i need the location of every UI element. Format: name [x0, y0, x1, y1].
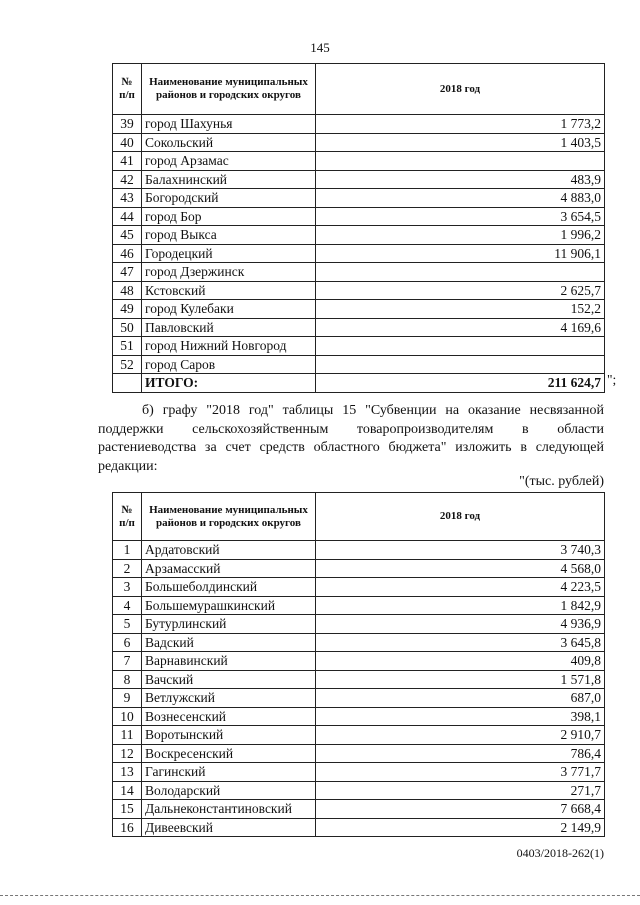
row-number: 12: [113, 744, 142, 763]
amount-2018: 786,4: [316, 744, 605, 763]
table-row: [113, 763, 605, 782]
total-number-cell: [113, 374, 142, 393]
amount-2018: 11 906,1: [316, 244, 605, 263]
unit-note: "(тыс. рублей): [519, 474, 604, 489]
amendment-paragraph: [98, 402, 604, 476]
amount-2018: 4 936,9: [316, 615, 605, 634]
row-number: 5: [113, 615, 142, 634]
row-number: 43: [113, 189, 142, 208]
municipality-name: Воротынский: [142, 726, 316, 745]
amount-2018: 1 996,2: [316, 226, 605, 245]
amount-2018: [316, 337, 605, 356]
amount-2018: 1 842,9: [316, 596, 605, 615]
municipality-name: Дивеевский: [142, 818, 316, 837]
row-number: 2: [113, 559, 142, 578]
row-number: 9: [113, 689, 142, 708]
municipality-name: город Нижний Новгород: [142, 337, 316, 356]
table-row: [113, 596, 605, 615]
subsidy-table-15: [112, 492, 605, 837]
municipality-name: Воскресенский: [142, 744, 316, 763]
table-row: [113, 152, 605, 171]
amount-2018: 483,9: [316, 170, 605, 189]
municipality-name: Балахнинский: [142, 170, 316, 189]
row-number: 11: [113, 726, 142, 745]
table-row: [113, 670, 605, 689]
municipality-name: город Кулебаки: [142, 300, 316, 319]
municipality-name: Ардатовский: [142, 541, 316, 560]
amount-2018: 271,7: [316, 781, 605, 800]
table-row: [113, 633, 605, 652]
row-number: 44: [113, 207, 142, 226]
municipality-name: Вачский: [142, 670, 316, 689]
table-row: [113, 818, 605, 837]
total-row: [113, 374, 605, 393]
municipality-name: Кстовский: [142, 281, 316, 300]
table-row: [113, 689, 605, 708]
row-number: 51: [113, 337, 142, 356]
amount-2018: 3 771,7: [316, 763, 605, 782]
row-number: 8: [113, 670, 142, 689]
page-number: 145: [310, 40, 330, 55]
row-number: 41: [113, 152, 142, 171]
table-row: [113, 244, 605, 263]
table-row: [113, 707, 605, 726]
row-number: 39: [113, 115, 142, 134]
amount-2018: 1 403,5: [316, 133, 605, 152]
row-number: 45: [113, 226, 142, 245]
amount-2018: 409,8: [316, 652, 605, 671]
amount-2018: 4 169,6: [316, 318, 605, 337]
table-row: [113, 559, 605, 578]
municipality-name: город Бор: [142, 207, 316, 226]
table-row: [113, 207, 605, 226]
table-header-row: [113, 493, 605, 541]
municipality-name: Бутурлинский: [142, 615, 316, 634]
municipality-name: Большеболдинский: [142, 578, 316, 597]
table-row: [113, 652, 605, 671]
municipality-name: город Саров: [142, 355, 316, 374]
amount-2018: 2 625,7: [316, 281, 605, 300]
document-code: 0403/2018-262(1): [516, 846, 604, 860]
municipality-name: Варнавинский: [142, 652, 316, 671]
municipality-name: Ветлужский: [142, 689, 316, 708]
municipality-name: Дальнеконстантиновский: [142, 800, 316, 819]
row-number: 4: [113, 596, 142, 615]
amount-2018: 4 568,0: [316, 559, 605, 578]
table-row: [113, 744, 605, 763]
amount-2018: 1 571,8: [316, 670, 605, 689]
table-row: [113, 615, 605, 634]
row-number: 50: [113, 318, 142, 337]
table-row: [113, 800, 605, 819]
table-row: [113, 726, 605, 745]
municipality-name: Гагинский: [142, 763, 316, 782]
municipality-name: Володарский: [142, 781, 316, 800]
total-label: ИТОГО:: [142, 374, 316, 393]
amount-2018: 3 740,3: [316, 541, 605, 560]
municipality-name: Большемурашкинский: [142, 596, 316, 615]
header-municipality-name: Наименование муниципальных районов и городских округов: [142, 64, 316, 115]
amount-2018: 3 645,8: [316, 633, 605, 652]
table-row: [113, 355, 605, 374]
total-amount: 211 624,7: [316, 374, 605, 393]
municipality-name: Богородский: [142, 189, 316, 208]
table-row: [113, 281, 605, 300]
municipality-name: Вознесенский: [142, 707, 316, 726]
municipality-name: город Шахунья: [142, 115, 316, 134]
amount-2018: 398,1: [316, 707, 605, 726]
table-row: [113, 337, 605, 356]
amendment-text: б) графу "2018 год" таблицы 15 "Субвенции на оказание несвязанной поддержки сельскохозяйственным товаропроизводителям в области растениеводства за счет средств областного бюджета" изложить в следующей редакции:: [98, 403, 604, 474]
municipality-name: Вадский: [142, 633, 316, 652]
municipality-name: Сокольский: [142, 133, 316, 152]
municipality-name: Арзамасский: [142, 559, 316, 578]
amount-2018: 3 654,5: [316, 207, 605, 226]
amount-2018: 1 773,2: [316, 115, 605, 134]
amount-2018: 2 149,9: [316, 818, 605, 837]
row-number: 46: [113, 244, 142, 263]
table-row: [113, 300, 605, 319]
table-row: [113, 578, 605, 597]
closing-quote-mark: ";: [607, 372, 617, 387]
table-header-row: [113, 64, 605, 115]
municipality-name: Павловский: [142, 318, 316, 337]
row-number: 47: [113, 263, 142, 282]
amount-2018: 4 883,0: [316, 189, 605, 208]
table-row: [113, 189, 605, 208]
table-row: [113, 170, 605, 189]
header-number: № п/п: [113, 493, 142, 541]
municipality-name: город Выкса: [142, 226, 316, 245]
table-row: [113, 133, 605, 152]
row-number: 14: [113, 781, 142, 800]
footer-rule: [0, 895, 640, 896]
header-number: № п/п: [113, 64, 142, 115]
municipality-name: город Арзамас: [142, 152, 316, 171]
row-number: 49: [113, 300, 142, 319]
table-row: [113, 541, 605, 560]
table-row: [113, 263, 605, 282]
municipality-name: город Дзержинск: [142, 263, 316, 282]
row-number: 42: [113, 170, 142, 189]
amount-2018: 4 223,5: [316, 578, 605, 597]
row-number: 13: [113, 763, 142, 782]
row-number: 52: [113, 355, 142, 374]
table-row: [113, 115, 605, 134]
row-number: 40: [113, 133, 142, 152]
row-number: 1: [113, 541, 142, 560]
table-row: [113, 226, 605, 245]
amount-2018: [316, 355, 605, 374]
amount-2018: 2 910,7: [316, 726, 605, 745]
row-number: 7: [113, 652, 142, 671]
row-number: 16: [113, 818, 142, 837]
row-number: 10: [113, 707, 142, 726]
header-year-2018: 2018 год: [316, 493, 605, 541]
subsidy-table-continued: [112, 63, 605, 393]
row-number: 48: [113, 281, 142, 300]
amount-2018: [316, 263, 605, 282]
row-number: 15: [113, 800, 142, 819]
row-number: 3: [113, 578, 142, 597]
amount-2018: 152,2: [316, 300, 605, 319]
header-year-2018: 2018 год: [316, 64, 605, 115]
amount-2018: 687,0: [316, 689, 605, 708]
header-municipality-name: Наименование муниципальных районов и городских округов: [142, 493, 316, 541]
table-row: [113, 318, 605, 337]
row-number: 6: [113, 633, 142, 652]
amount-2018: [316, 152, 605, 171]
table-row: [113, 781, 605, 800]
municipality-name: Городецкий: [142, 244, 316, 263]
amount-2018: 7 668,4: [316, 800, 605, 819]
